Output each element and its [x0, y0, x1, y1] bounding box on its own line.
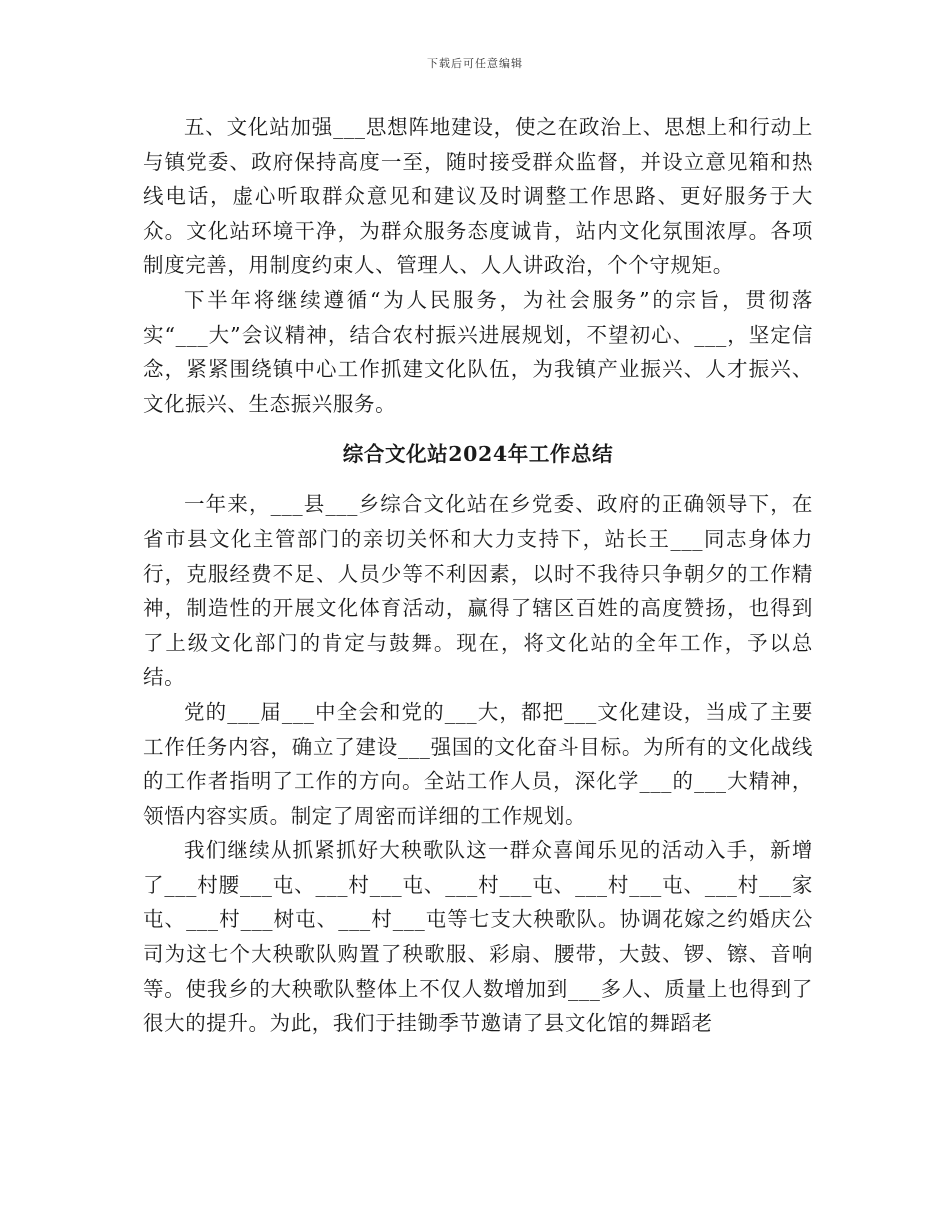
paragraph-second-half-plan: 下半年将继续遵循“为人民服务，为社会服务”的宗旨，贯彻落实“___大”会议精神，结合农村振兴进展规划，不望初心、___，坚定信念，紧紧围绕镇中心工作抓建文化队伍，为我镇产业振兴、人才振兴、文化振兴、生态振兴服务。	[143, 287, 813, 416]
paragraph-year-overview: 一年来，___县___乡综合文化站在乡党委、政府的正确领导下，在省市县文化主管部门的亲切关怀和大力支持下，站长王___同志身体力行，克服经费不足、人员少等不利因素，以时不我待只争朝夕的工作精神，制造性的开展文化体育活动，赢得了辖区百姓的高度赞扬，也得到了上级文化部门的肯定与鼓舞。现在，将文化站的全年工作，予以总结。	[143, 492, 813, 690]
paragraph-yangge-teams: 我们继续从抓紧抓好大秧歌队这一群众喜闻乐见的活动入手，新增了___村腰___屯、___村___屯、___村___屯、___村___屯、___村___家屯、___村___树屯、___村___屯等七支大秧歌队。协调花嫁之约婚庆公司为这七个大秧歌队购置了秧歌服、彩扇、腰带，大鼓、锣、镲、音响等。使我乡的大秧歌队整体上不仅人数增加到___多人、质量上也得到了很大的提升。为此，我们于挂锄季节邀请了县文化馆的舞蹈老	[143, 838, 813, 1036]
document-title: 综合文化站2024年工作总结	[342, 442, 614, 467]
paragraph-party-congress: 党的___届___中全会和党的___大，都把___文化建设，当成了主要工作任务内容，确立了建设___强国的文化奋斗目标。为所有的文化战线的工作者指明了工作的方向。全站工作人员，深化学___的___大精神，领悟内容实质。制定了周密而详细的工作规划。	[143, 699, 813, 828]
document-body	[143, 110, 813, 1041]
paragraph-cultural-station-construction: 五、文化站加强___思想阵地建设，使之在政治上、思想上和行动上与镇党委、政府保持高度一至，随时接受群众监督，并设立意见箱和热线电话，虚心听取群众意见和建议及时调整工作思路、更好服务于大众。文化站环境干净，为群众服务态度诚肯，站内文化氛围浓厚。各项制度完善，用制度约束人、管理人、人人讲政治，个个守规矩。	[143, 115, 813, 278]
header-note: 下载后可任意编辑	[427, 57, 523, 70]
